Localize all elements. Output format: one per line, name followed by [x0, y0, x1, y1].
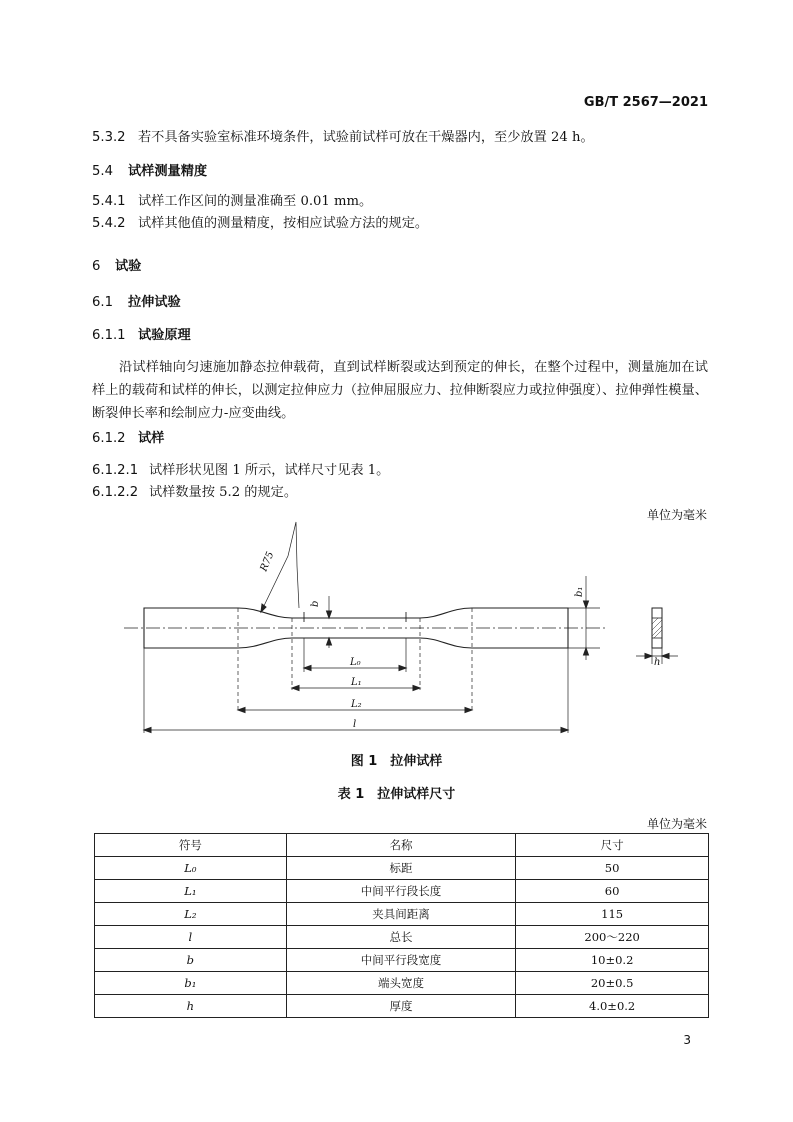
label-l2: L₂ — [351, 699, 362, 710]
label-l: l — [353, 719, 357, 730]
heading-number: 6.1.2 — [92, 431, 126, 446]
label-l1: L₁ — [351, 677, 362, 688]
clause-number: 6.1.2.1 — [92, 463, 139, 478]
dim-b1-arrow-top — [584, 601, 589, 608]
clause-text: 试样工作区间的测量准确至 0.01 mm。 — [138, 194, 373, 209]
table-row — [95, 903, 709, 926]
heading-number: 6 — [92, 259, 101, 274]
label-h: h — [654, 657, 661, 668]
label-b1: b₁ — [574, 586, 585, 597]
table-header-row — [95, 834, 709, 857]
figure-unit-note: 单位为毫米 — [646, 508, 707, 522]
cell-size: 60 — [516, 880, 709, 903]
heading-number: 5.4 — [92, 164, 113, 179]
heading-title: 试验原理 — [138, 328, 191, 343]
table-unit-note: 单位为毫米 — [646, 817, 707, 831]
table-row — [95, 972, 709, 995]
clause-text: 若不具备实验室标准环境条件，试验前试样可放在干燥器内，至少放置 24 h。 — [138, 130, 594, 145]
cell-symbol: b₁ — [95, 972, 287, 995]
cell-size: 20±0.5 — [516, 972, 709, 995]
cell-size: 10±0.2 — [516, 949, 709, 972]
standard-code: GB/T 2567—2021 — [583, 95, 708, 110]
cell-name: 厚度 — [286, 995, 516, 1018]
table-caption: 表 1 拉伸试样尺寸 — [337, 787, 456, 802]
clause-number: 6.1.2.2 — [92, 485, 139, 500]
table-row — [95, 926, 709, 949]
header-name: 名称 — [286, 834, 516, 857]
cell-symbol: L₁ — [95, 880, 287, 903]
cell-name: 中间平行段宽度 — [286, 949, 516, 972]
cell-symbol: l — [95, 926, 287, 949]
cell-size: 200～220 — [516, 926, 709, 949]
label-l0: L₀ — [350, 657, 361, 668]
cell-symbol: L₀ — [95, 857, 287, 880]
clause-number: 5.4.2 — [92, 216, 126, 231]
table-row — [95, 995, 709, 1018]
label-b: b — [310, 600, 321, 607]
label-radius: R75 — [258, 550, 277, 574]
page-number: 3 — [683, 1033, 691, 1047]
heading-title: 试样 — [138, 431, 165, 446]
table-row — [95, 857, 709, 880]
table-row — [95, 949, 709, 972]
cell-name: 标距 — [286, 857, 516, 880]
cell-size: 50 — [516, 857, 709, 880]
header-size: 尺寸 — [516, 834, 709, 857]
dim-b1-arrow-bottom — [584, 648, 589, 655]
heading-title: 拉伸试验 — [128, 295, 181, 310]
dim-b-arrow-bottom — [327, 638, 332, 645]
cross-section — [652, 608, 662, 648]
heading-title: 试样测量精度 — [128, 164, 208, 179]
heading-title: 试验 — [115, 259, 142, 274]
cell-name: 总长 — [286, 926, 516, 949]
heading-number: 6.1.1 — [92, 328, 126, 343]
cell-name: 端头宽度 — [286, 972, 516, 995]
clause-text: 试样其他值的测量精度，按相应试验方法的规定。 — [138, 216, 429, 231]
cell-name: 中间平行段长度 — [286, 880, 516, 903]
cell-symbol: b — [95, 949, 287, 972]
table-row — [95, 880, 709, 903]
cell-symbol: L₂ — [95, 903, 287, 926]
test-principle-paragraph: 沿试样轴向匀速施加静态拉伸载荷，直到试样断裂或达到预定的伸长，在整个过程中，测量施加在试样上的载荷和试样的伸长，以测定拉伸应力（拉伸屈服应力、拉伸断裂应力或拉伸强度）、拉伸弹性模量、断裂伸长率和绘制应力-应变曲线。 — [92, 360, 708, 421]
cell-name: 夹具间距离 — [286, 903, 516, 926]
clause-number: 5.4.1 — [92, 194, 126, 209]
dim-b-arrow-top — [327, 611, 332, 618]
cell-size: 115 — [516, 903, 709, 926]
clause-number: 5.3.2 — [92, 130, 126, 145]
clause-text: 试样数量按 5.2 的规定。 — [149, 485, 298, 500]
cell-size: 4.0±0.2 — [516, 995, 709, 1018]
specimen-dimensions-table — [94, 833, 709, 1018]
header-symbol: 符号 — [95, 834, 287, 857]
cell-symbol: h — [95, 995, 287, 1018]
clause-text: 试样形状见图 1 所示，试样尺寸见表 1。 — [149, 463, 390, 478]
figure-caption: 图 1 拉伸试样 — [350, 754, 443, 769]
heading-number: 6.1 — [92, 295, 113, 310]
